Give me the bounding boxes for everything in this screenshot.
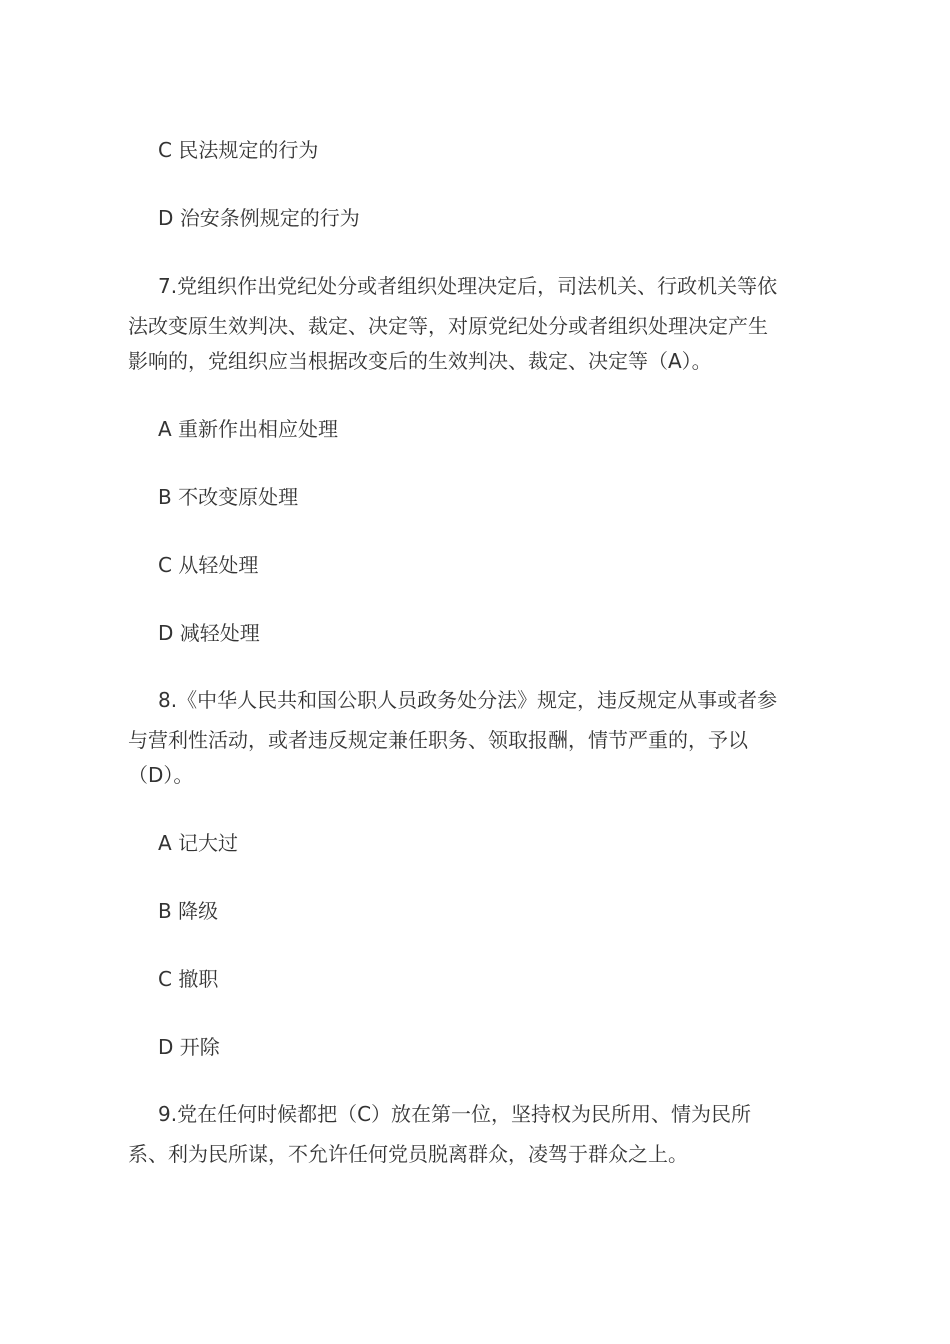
option-c-q6: C 民法规定的行为 (158, 138, 319, 162)
option-d-q6: D 治安条例规定的行为 (158, 206, 360, 230)
option-b-q7: B 不改变原处理 (158, 485, 299, 509)
question-7-line-3: 影响的，党组织应当根据改变后的生效判决、裁定、决定等（A）。 (128, 349, 712, 373)
question-9-line-2: 系、利为民所谋，不允许任何党员脱离群众，凌驾于群众之上。 (128, 1142, 688, 1166)
option-d-q8: D 开除 (158, 1035, 220, 1059)
question-9-line-1: 9.党在任何时候都把（C）放在第一位，坚持权为民所用、情为民所 (158, 1102, 752, 1126)
question-8-line-3: （D）。 (128, 763, 194, 787)
option-b-q8: B 降级 (158, 899, 219, 923)
question-7-line-2: 法改变原生效判决、裁定、决定等，对原党纪处分或者组织处理决定产生 (128, 314, 768, 338)
question-8-line-2: 与营利性活动，或者违反规定兼任职务、领取报酬，情节严重的，予以 (128, 728, 748, 752)
option-c-q7: C 从轻处理 (158, 553, 259, 577)
option-a-q7: A 重新作出相应处理 (158, 417, 339, 441)
question-7-line-1: 7.党组织作出党纪处分或者组织处理决定后，司法机关、行政机关等依 (158, 274, 778, 298)
option-c-q8: C 撤职 (158, 967, 219, 991)
option-a-q8: A 记大过 (158, 831, 239, 855)
question-8-line-1: 8.《中华人民共和国公职人员政务处分法》规定，违反规定从事或者参 (158, 688, 778, 712)
option-d-q7: D 减轻处理 (158, 621, 260, 645)
